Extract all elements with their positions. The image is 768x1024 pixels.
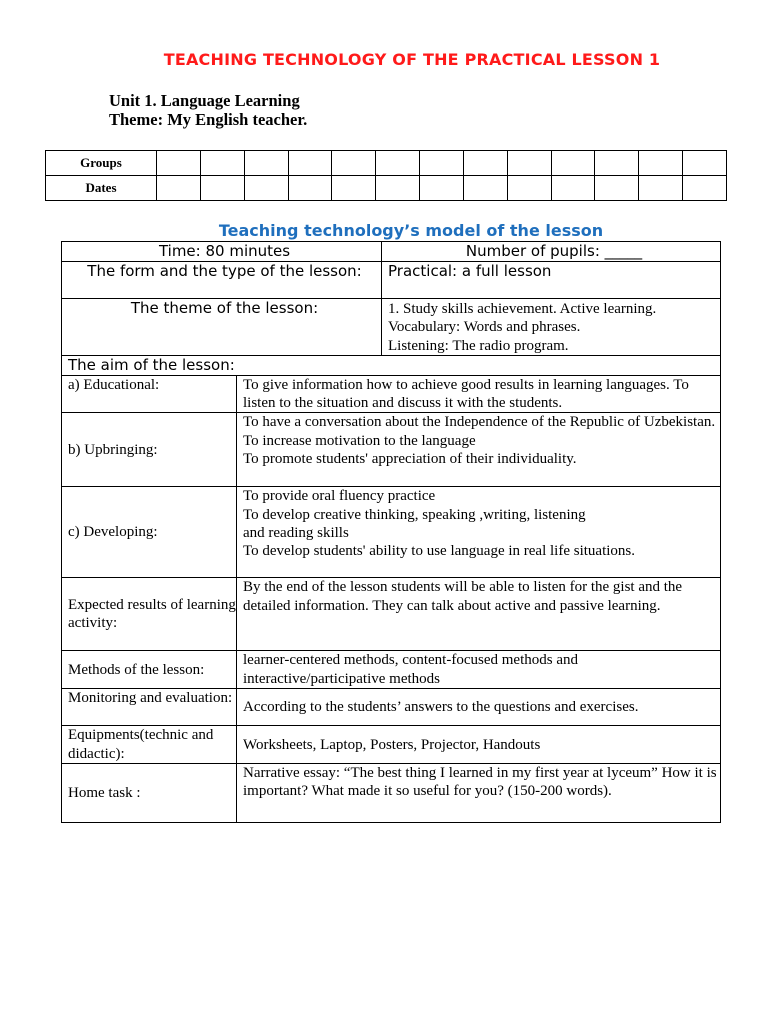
upbringing-text bbox=[237, 413, 721, 487]
groups-cell bbox=[639, 151, 683, 176]
form-label: The form and the type of the lesson: bbox=[62, 262, 382, 299]
dates-cell bbox=[244, 176, 288, 201]
dates-cell bbox=[551, 176, 595, 201]
developing-line: and reading skills bbox=[243, 525, 349, 542]
dates-cell bbox=[639, 176, 683, 201]
dates-cell bbox=[332, 176, 376, 201]
developing-label: c) Developing: bbox=[62, 487, 237, 578]
groups-cell bbox=[551, 151, 595, 176]
groups-cell bbox=[595, 151, 639, 176]
form-row bbox=[62, 262, 721, 299]
developing-line: To develop students' ability to use language in real life situations. bbox=[243, 543, 635, 560]
upbringing-label: b) Upbringing: bbox=[62, 413, 237, 487]
developing-row bbox=[62, 487, 721, 578]
developing-line: To provide oral fluency practice bbox=[243, 488, 436, 505]
educational-text: To give information how to achieve good results in learning languages. To listen to the situation and discuss it with the students. bbox=[237, 375, 721, 413]
dates-label: Dates bbox=[46, 176, 157, 201]
upbringing-line: To have a conversation about the Independence of the Republic of Uzbekistan. bbox=[243, 414, 716, 431]
home-task-row bbox=[62, 764, 721, 823]
theme-value bbox=[382, 299, 721, 356]
groups-cell bbox=[244, 151, 288, 176]
upbringing-row bbox=[62, 413, 721, 487]
dates-row bbox=[46, 176, 727, 201]
groups-cell bbox=[463, 151, 507, 176]
pupils-cell: Number of pupils: _____ bbox=[382, 242, 721, 262]
form-value: Practical: a full lesson bbox=[382, 262, 721, 299]
theme-label: The theme of the lesson: bbox=[62, 299, 382, 356]
page-title: TEACHING TECHNOLOGY OF THE PRACTICAL LESSON 1 bbox=[163, 50, 661, 69]
unit-line: Unit 1. Language Learning bbox=[109, 91, 300, 110]
groups-dates-table bbox=[45, 150, 727, 201]
expected-text: By the end of the lesson students will be able to listen for the gist and the detailed information. They can talk about active and passive learning. bbox=[237, 578, 721, 651]
time-row bbox=[62, 242, 721, 262]
educational-row bbox=[62, 375, 721, 413]
groups-cell bbox=[376, 151, 420, 176]
monitoring-row bbox=[62, 689, 721, 726]
upbringing-line: To promote students' appreciation of their individuality. bbox=[243, 451, 577, 468]
equipments-row bbox=[62, 726, 721, 764]
expected-label: Expected results of learning activity: bbox=[62, 578, 237, 651]
groups-row bbox=[46, 151, 727, 176]
lesson-model-table bbox=[61, 241, 721, 823]
groups-cell bbox=[332, 151, 376, 176]
dates-cell bbox=[507, 176, 551, 201]
home-task-label: Home task : bbox=[62, 764, 237, 823]
theme-row bbox=[62, 299, 721, 356]
dates-cell bbox=[200, 176, 244, 201]
educational-label: a) Educational: bbox=[62, 375, 237, 413]
methods-label: Methods of the lesson: bbox=[62, 651, 237, 689]
equipments-text: Worksheets, Laptop, Posters, Projector, Handouts bbox=[237, 726, 721, 764]
developing-line: To develop creative thinking, speaking ,writing, listening bbox=[243, 506, 586, 523]
dates-cell bbox=[683, 176, 727, 201]
dates-cell bbox=[288, 176, 332, 201]
methods-text: learner-centered methods, content-focused methods and interactive/participative methods bbox=[237, 651, 721, 689]
groups-cell bbox=[683, 151, 727, 176]
home-task-text: Narrative essay: “The best thing I learned in my first year at lyceum” How it is important? What made it so useful for you? (150-200 words). bbox=[237, 764, 721, 823]
unit-heading bbox=[109, 91, 307, 129]
upbringing-line: To increase motivation to the language bbox=[243, 432, 476, 449]
dates-cell bbox=[463, 176, 507, 201]
methods-row bbox=[62, 651, 721, 689]
theme-line: Theme: My English teacher. bbox=[109, 110, 308, 129]
developing-text bbox=[237, 487, 721, 578]
lesson-model-title: Teaching technology’s model of the lesson bbox=[218, 221, 604, 240]
theme-value-line: Listening: The radio program. bbox=[388, 337, 569, 354]
equipments-label: Equipments(technic and didactic): bbox=[62, 726, 237, 764]
groups-cell bbox=[420, 151, 464, 176]
groups-cell bbox=[200, 151, 244, 176]
dates-cell bbox=[376, 176, 420, 201]
dates-cell bbox=[157, 176, 201, 201]
groups-cell bbox=[288, 151, 332, 176]
monitoring-label: Monitoring and evaluation: bbox=[62, 689, 237, 726]
expected-row bbox=[62, 578, 721, 651]
monitoring-text: According to the students’ answers to the questions and exercises. bbox=[237, 689, 721, 726]
aim-label: The aim of the lesson: bbox=[62, 355, 721, 375]
time-cell: Time: 80 minutes bbox=[62, 242, 382, 262]
theme-value-line: Vocabulary: Words and phrases. bbox=[388, 319, 581, 336]
dates-cell bbox=[420, 176, 464, 201]
aim-row bbox=[62, 355, 721, 375]
groups-cell bbox=[507, 151, 551, 176]
groups-label: Groups bbox=[46, 151, 157, 176]
dates-cell bbox=[595, 176, 639, 201]
groups-cell bbox=[157, 151, 201, 176]
theme-value-line: 1. Study skills achievement. Active learning. bbox=[388, 301, 657, 317]
